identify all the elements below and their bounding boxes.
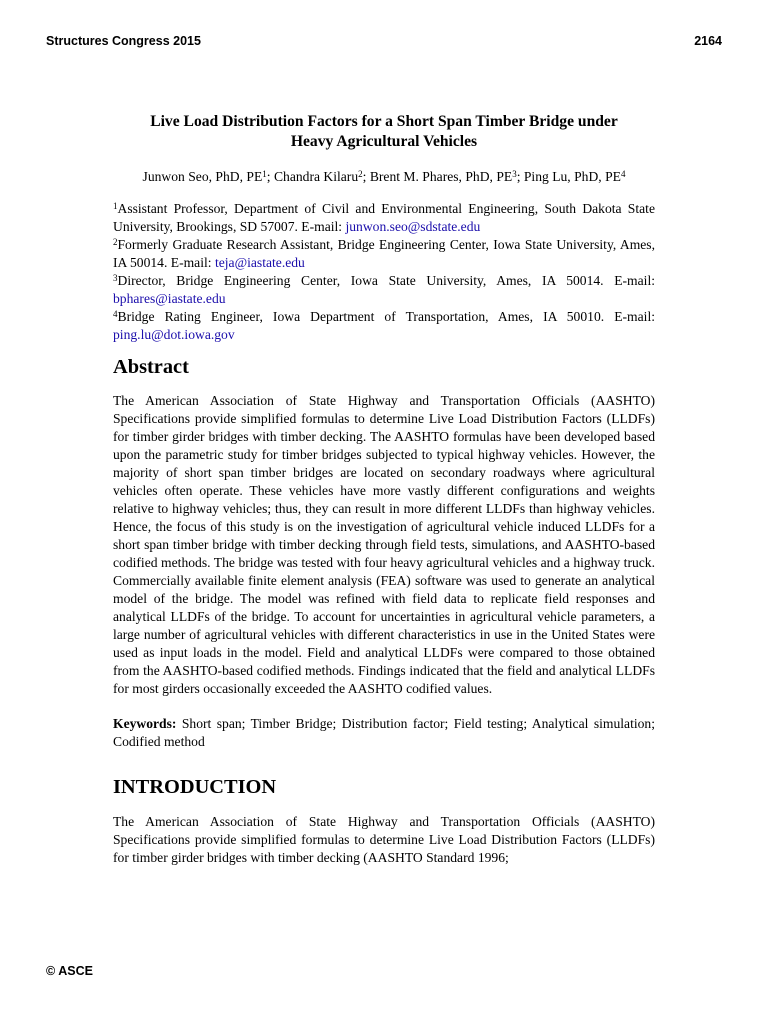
email-link[interactable]: ping.lu@dot.iowa.gov [113, 327, 235, 342]
affiliation-item: $^4$Bridge Rating Engineer, Iowa Department of Transportation, Ames, IA 50010. E-mail: ping.lu@dot.iowa.gov [113, 309, 655, 342]
introduction-text: The American Association of State Highway and Transportation Officials (AASHTO) Specifications provide simplified formulas to determine Live Load Distribution Factors (LLDFs) for timber girder bridges with timber decking (AASHTO Standard 1996; [113, 814, 655, 865]
keywords-text: Short span; Timber Bridge; Distribution factor; Field testing; Analytical simulation; Codified method [113, 716, 655, 749]
paper-body [113, 112, 655, 867]
affiliations [113, 200, 655, 344]
keywords [113, 715, 655, 751]
introduction-heading: INTRODUCTION [113, 776, 277, 798]
author-affiliation-mark: 3 [512, 169, 517, 179]
running-header [46, 34, 722, 48]
email-link[interactable]: junwon.seo@sdstate.edu [345, 219, 481, 234]
author-name: Ping Lu, PhD, PE [523, 169, 621, 184]
author-list: Junwon Seo, PhD, $PE^1$; Chandra Kilaru$^2$; Brent M. Phares, PhD, $PE^3$; Ping Lu, PhD, $PE^4$ [142, 169, 626, 184]
author-affiliation-mark: 4 [620, 169, 626, 179]
paper-title [113, 112, 655, 152]
abstract-text: The American Association of State Highway and Transportation Officials (AASHTO) Specifications provide simplified formulas to determine Live Load Distribution Factors (LLDFs) for timber girder bridges with timber decking. The AASHTO formulas have been developed based upon the parametric study for timber bridges subjected to typical highway vehicles. However, the majority of short span timber bridges are located on secondary roadways where agricultural vehicles often operate. These vehicles have more vastly different configurations and weights relative to highway vehicles; thus, they can result in more different LLDFs than highway vehicles. Hence, the focus of this study is on the investigation of agricultural vehicle induced LLDFs for a short span timber bridge with timber decking through field tests, simulations, and AASHTO-based codified methods. The bridge was tested with four heavy agricultural vehicles and a highway truck. Commercially available finite element analysis (FEA) software was used to generate an analytical model of the bridge. The model was refined with field data to replicate field responses and analytical LLDFs of the bridge. To account for uncertainties in agricultural vehicle parameters, a large number of agricultural vehicles with different characteristics in use in the United States were used as input loads in the model. Field and analytical LLDFs were compared to those obtained from the AASHTO-based codified methods. Findings indicated that the field and analytical LLDFs for most girders occasionally exceeded the AASHTO codified values. [113, 393, 655, 696]
conference-name: Structures Congress 2015 [46, 34, 201, 48]
title-line-1: Live Load Distribution Factors for a Short Span Timber Bridge under [150, 113, 618, 130]
author-affiliation-mark: 1 [262, 169, 267, 179]
abstract-heading: Abstract [113, 356, 189, 378]
affiliation-item: $^2$Formerly Graduate Research Assistant, Bridge Engineering Center, Iowa State University, Ames, IA 50014. E-mail: teja@iastate.edu [113, 237, 655, 270]
email-link[interactable]: teja@iastate.edu [214, 255, 305, 270]
author-name: Brent M. Phares, PhD, PE [369, 169, 513, 184]
email-link[interactable]: bphares@iastate.edu [113, 291, 226, 306]
author-affiliation-mark: 2 [358, 169, 363, 179]
keywords-label: Keywords: [113, 716, 177, 731]
page-number: 2164 [694, 34, 722, 48]
copyright-footer: © ASCE [46, 964, 93, 978]
title-line-2: Heavy Agricultural Vehicles [290, 133, 478, 150]
affiliation-item: $^1$Assistant Professor, Department of Civil and Environmental Engineering, South Dakota State University, Brookings, SD 57007. E-mail: junwon.seo@sdstate.edu [113, 201, 655, 234]
affiliation-item: $^3$Director, Bridge Engineering Center, Iowa State University, Ames, IA 50014. E-mail: bphares@iastate.edu [113, 273, 655, 306]
author-name: Junwon Seo, PhD, PE [142, 169, 263, 184]
author-name: Chandra Kilaru [273, 169, 359, 184]
